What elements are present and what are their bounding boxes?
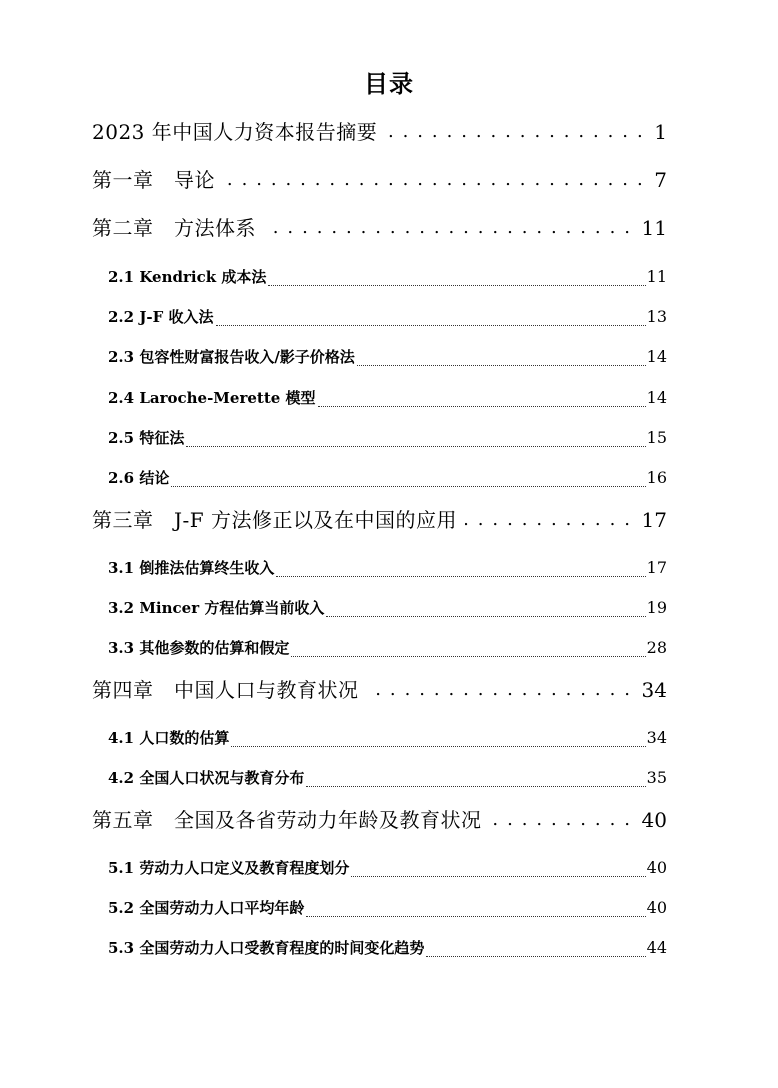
toc-entry-section-2-5[interactable] xyxy=(108,427,667,451)
toc-entry-label: 第四章 中国人口与教育状况 xyxy=(92,678,359,702)
toc-entry-section-5-3[interactable] xyxy=(108,937,667,961)
toc-page-number: 1 xyxy=(654,120,667,144)
dot-leader xyxy=(186,427,645,451)
toc-entry-chapter-2[interactable] xyxy=(92,212,667,244)
toc-page-number: 28 xyxy=(646,638,667,657)
page-title: 目录 xyxy=(364,69,414,98)
toc-entry-label: 3.3 其他参数的估算和假定 xyxy=(108,639,290,657)
toc-entry-label: 2.4 Laroche-Merette 模型 xyxy=(108,389,316,407)
toc-entry-label: 4.2 全国人口状况与教育分布 xyxy=(108,769,305,787)
toc-entry-label: 第三章 J-F 方法修正以及在中国的应用 xyxy=(92,508,458,532)
toc-entry-label: 5.3 全国劳动力人口受教育程度的时间变化趋势 xyxy=(108,939,425,957)
toc-entry-label: 2.6 结论 xyxy=(108,469,170,487)
dot-leader xyxy=(171,467,645,491)
toc-entry-chapter-1[interactable] xyxy=(92,164,667,196)
dot-leader xyxy=(223,164,650,196)
dot-leader xyxy=(216,306,646,330)
toc-entry-label: 第一章 导论 xyxy=(92,168,215,192)
toc-page-number: 17 xyxy=(646,558,667,577)
toc-entry-chapter-4[interactable] xyxy=(92,674,667,706)
dot-leader xyxy=(306,767,645,791)
toc-entry-section-2-1[interactable] xyxy=(108,266,667,290)
toc-entry-section-3-2[interactable] xyxy=(108,597,667,621)
toc-entry-section-2-4[interactable] xyxy=(108,387,667,411)
toc-page-number: 11 xyxy=(646,267,667,286)
toc-page-number: 16 xyxy=(646,468,667,487)
toc-entry-section-3-3[interactable] xyxy=(108,637,667,661)
dot-leader xyxy=(318,387,646,411)
toc-entry-label: 2.2 J-F 收入法 xyxy=(108,308,214,326)
dot-leader xyxy=(465,504,638,536)
dot-leader xyxy=(276,557,645,581)
toc-entry-label: 5.1 劳动力人口定义及教育程度划分 xyxy=(108,859,350,877)
toc-page-number: 19 xyxy=(646,598,667,617)
dot-leader xyxy=(367,674,638,706)
dot-leader xyxy=(264,212,638,244)
toc-page-number: 14 xyxy=(646,388,667,407)
toc-entry-label: 2.1 Kendrick 成本法 xyxy=(108,268,267,286)
toc-entry-label: 2.3 包容性财富报告收入/影子价格法 xyxy=(108,348,355,366)
toc-entry-label: 5.2 全国劳动力人口平均年龄 xyxy=(108,899,305,917)
toc-entry-section-4-1[interactable] xyxy=(108,727,667,751)
toc-page-number: 7 xyxy=(654,168,667,192)
dot-leader xyxy=(326,597,645,621)
dot-leader xyxy=(385,116,650,148)
toc-page-number: 14 xyxy=(646,347,667,366)
toc-page-number: 34 xyxy=(646,728,667,747)
toc-entry-section-2-3[interactable] xyxy=(108,346,667,370)
toc-entry-label: 第二章 方法体系 xyxy=(92,216,256,240)
dot-leader xyxy=(357,346,646,370)
toc-entry-label: 3.1 倒推法估算终生收入 xyxy=(108,559,275,577)
toc-entry-label: 2.5 特征法 xyxy=(108,429,185,447)
toc-page-number: 35 xyxy=(646,768,667,787)
dot-leader xyxy=(490,804,638,836)
toc-entry-section-4-2[interactable] xyxy=(108,767,667,791)
toc-entry-summary[interactable] xyxy=(92,116,667,148)
toc-page-number: 11 xyxy=(641,216,667,240)
dot-leader xyxy=(426,937,645,961)
toc-entry-section-5-1[interactable] xyxy=(108,857,667,881)
toc-entry-chapter-3[interactable] xyxy=(92,504,667,536)
toc-entry-label: 3.2 Mincer 方程估算当前收入 xyxy=(108,599,325,617)
toc-entry-label: 2023 年中国人力资本报告摘要 xyxy=(92,120,378,144)
toc-page-number: 40 xyxy=(646,898,667,917)
toc-entry-chapter-5[interactable] xyxy=(92,804,667,836)
toc-page-number: 15 xyxy=(646,428,667,447)
toc-entry-section-3-1[interactable] xyxy=(108,557,667,581)
dot-leader xyxy=(291,637,645,661)
dot-leader xyxy=(306,897,645,921)
toc-page-number: 13 xyxy=(646,307,667,326)
dot-leader xyxy=(351,857,645,881)
toc-page-number: 44 xyxy=(646,938,667,957)
toc-entry-label: 4.1 人口数的估算 xyxy=(108,729,230,747)
toc-page-number: 40 xyxy=(646,858,667,877)
dot-leader xyxy=(231,727,645,751)
toc-page-number: 17 xyxy=(641,508,667,532)
toc-page-number: 40 xyxy=(641,808,667,832)
toc-entry-section-2-6[interactable] xyxy=(108,467,667,491)
toc-entry-section-5-2[interactable] xyxy=(108,897,667,921)
dot-leader xyxy=(268,266,645,290)
toc-entry-label: 第五章 全国及各省劳动力年龄及教育状况 xyxy=(92,808,482,832)
toc-entry-section-2-2[interactable] xyxy=(108,306,667,330)
toc-page-number: 34 xyxy=(641,678,667,702)
